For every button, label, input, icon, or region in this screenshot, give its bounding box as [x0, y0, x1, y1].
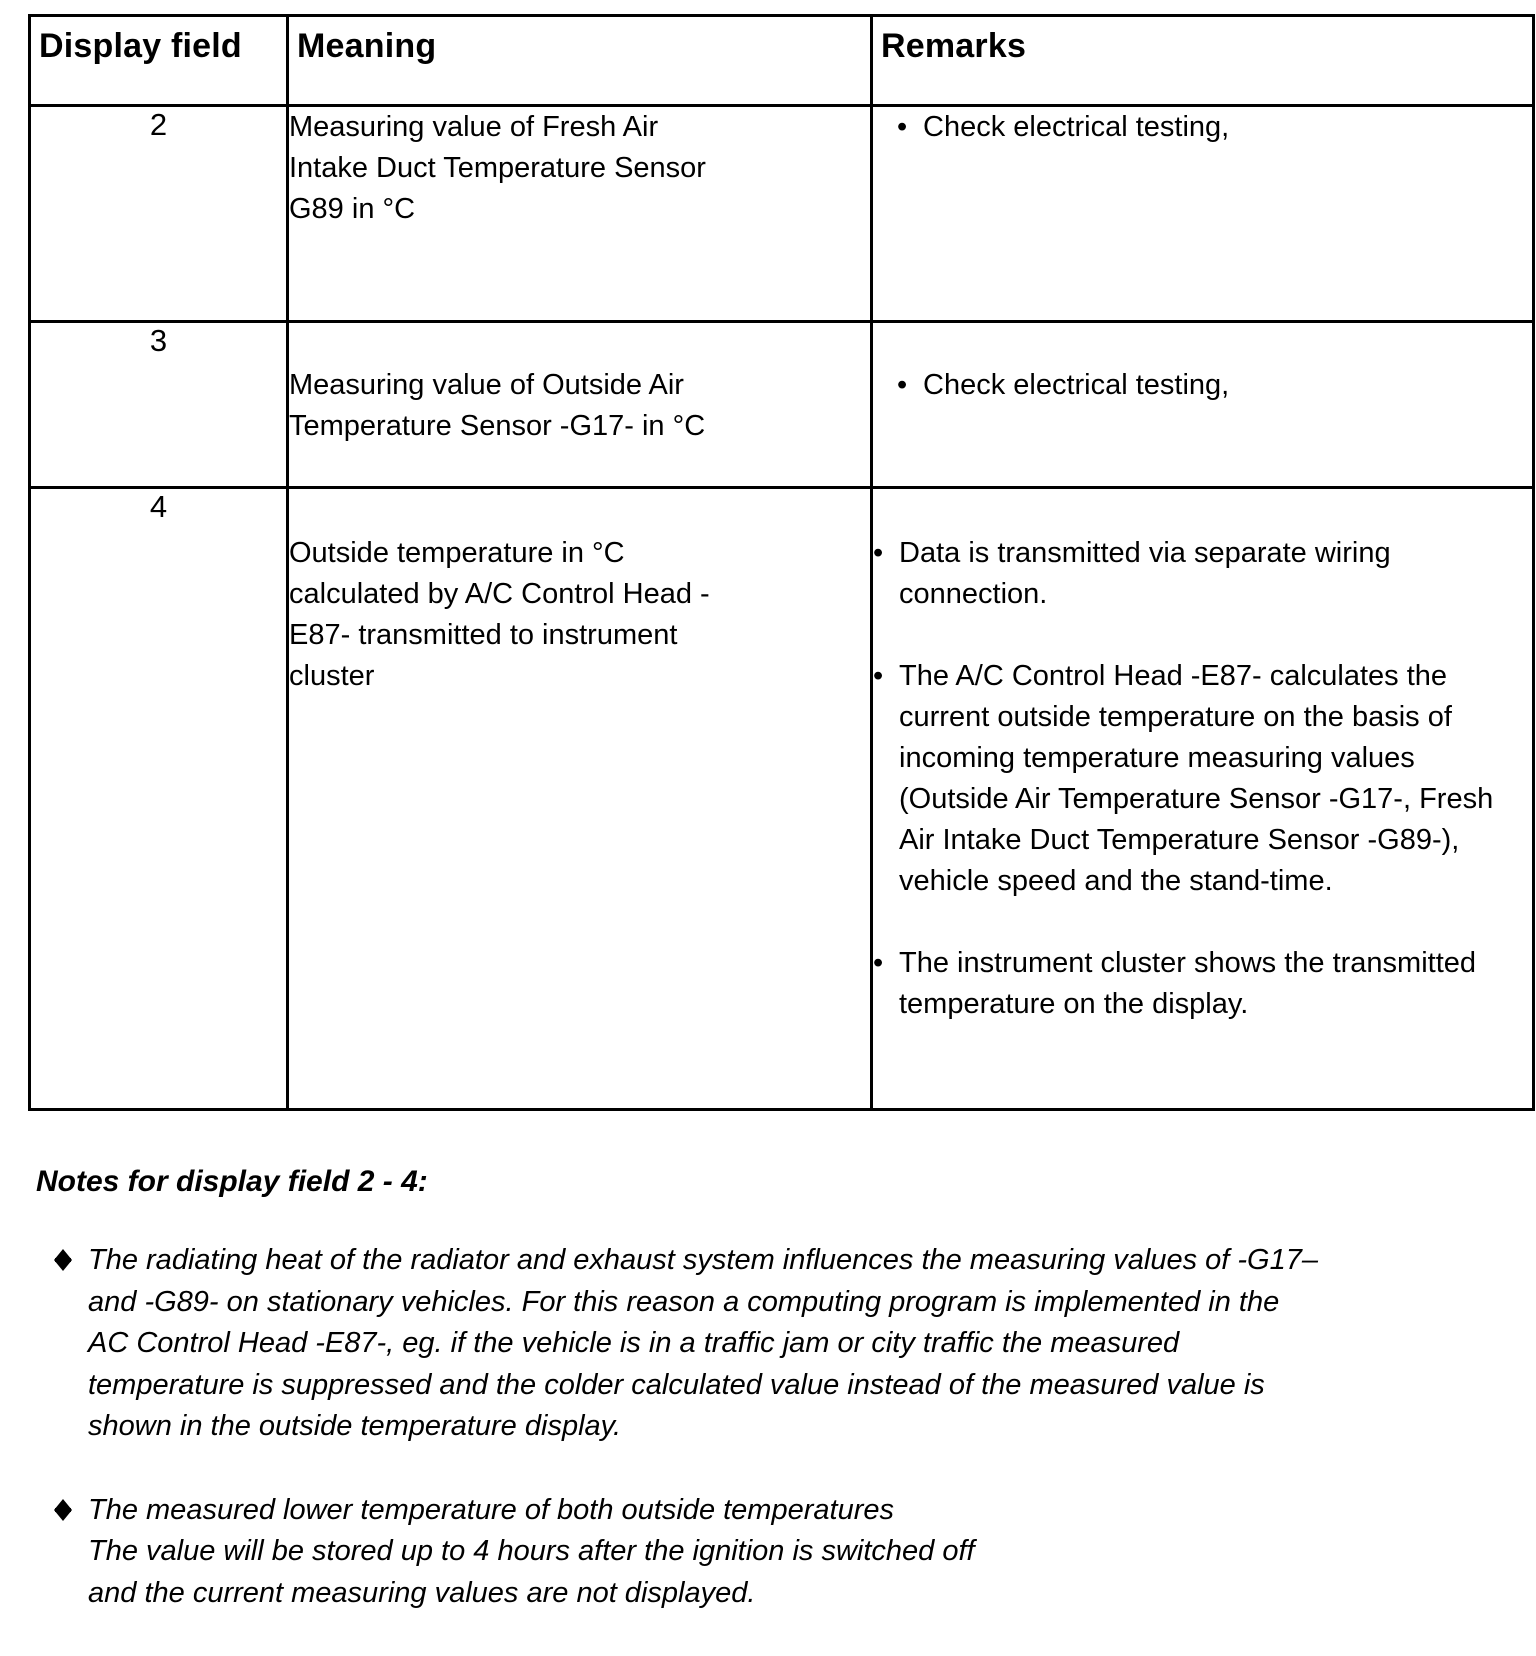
meaning-line: Temperature Sensor -G17- in °C — [289, 410, 706, 442]
remark-item: • Data is transmitted via separate wiring connection. — [873, 533, 1532, 615]
diamond-bullet-icon — [52, 1248, 74, 1272]
display-field-number: 2 — [30, 106, 288, 322]
header-remarks: Remarks — [872, 16, 1534, 106]
meaning-cell — [288, 322, 872, 488]
note-line: The value will be stored up to 4 hours after the ignition is switched off — [88, 1535, 975, 1567]
note-line: The measured lower temperature of both outside temperatures — [88, 1493, 894, 1526]
meaning-line: E87- transmitted to instrument — [289, 619, 678, 651]
meaning-cell — [288, 488, 872, 1110]
table-row — [30, 322, 1534, 488]
meaning-line: Measuring value of Fresh Air — [289, 111, 659, 143]
table-header-row — [30, 16, 1534, 106]
table-row — [30, 488, 1534, 1110]
remarks-list — [873, 365, 1532, 406]
display-field-table — [28, 14, 1535, 1111]
meaning-line: calculated by A/C Control Head - — [289, 578, 710, 610]
remarks-cell — [872, 488, 1534, 1110]
note-line: temperature is suppressed and the colder calculated value instead of the measured value is — [88, 1368, 1265, 1401]
remarks-list — [873, 533, 1532, 1025]
header-display-field: Display field — [30, 16, 288, 106]
note-line: and the current measuring values are not displayed. — [88, 1576, 756, 1609]
remark-item: • Check electrical testing, — [897, 365, 1532, 406]
note-item — [52, 1240, 1492, 1448]
meaning-line: Intake Duct Temperature Sensor — [289, 152, 706, 184]
remarks-list — [873, 107, 1532, 148]
remark-item: • The instrument cluster shows the transmitted temperature on the display. — [873, 943, 1532, 1025]
meaning-line: Measuring value of Outside Air — [289, 369, 684, 401]
remarks-cell — [872, 322, 1534, 488]
meaning-line: Outside temperature in °C — [289, 537, 625, 569]
table-row — [30, 106, 1534, 322]
note-line: AC Control Head -E87-, eg. if the vehicle is in a traffic jam or city traffic the measured — [88, 1327, 1180, 1359]
remark-item: • Check electrical testing, — [897, 107, 1532, 148]
display-field-number: 3 — [30, 322, 288, 488]
diamond-bullet-icon — [52, 1498, 74, 1522]
meaning-cell — [288, 106, 872, 322]
remark-item: • The A/C Control Head -E87- calculates the current outside temperature on the basis of incoming temperature measuring values (Outside Air Temperature Sensor -G17-, Fresh Air Intake Duct Temperature Sensor -G89-), vehicle speed and the stand-time. — [873, 656, 1532, 902]
display-field-number: 4 — [30, 488, 288, 1110]
notes-list — [52, 1240, 1492, 1656]
note-item — [52, 1490, 1492, 1615]
remarks-cell — [872, 106, 1534, 322]
note-line: shown in the outside temperature display. — [88, 1410, 622, 1442]
meaning-line: cluster — [289, 660, 375, 692]
note-line: The radiating heat of the radiator and exhaust system influences the measuring values of -G17– — [88, 1244, 1318, 1276]
notes-title: Notes for display field 2 - 4: — [36, 1165, 428, 1198]
meaning-line: G89 in °C — [289, 193, 416, 225]
header-meaning: Meaning — [288, 16, 872, 106]
note-line: and -G89- on stationary vehicles. For this reason a computing program is implemented in the — [88, 1285, 1280, 1318]
